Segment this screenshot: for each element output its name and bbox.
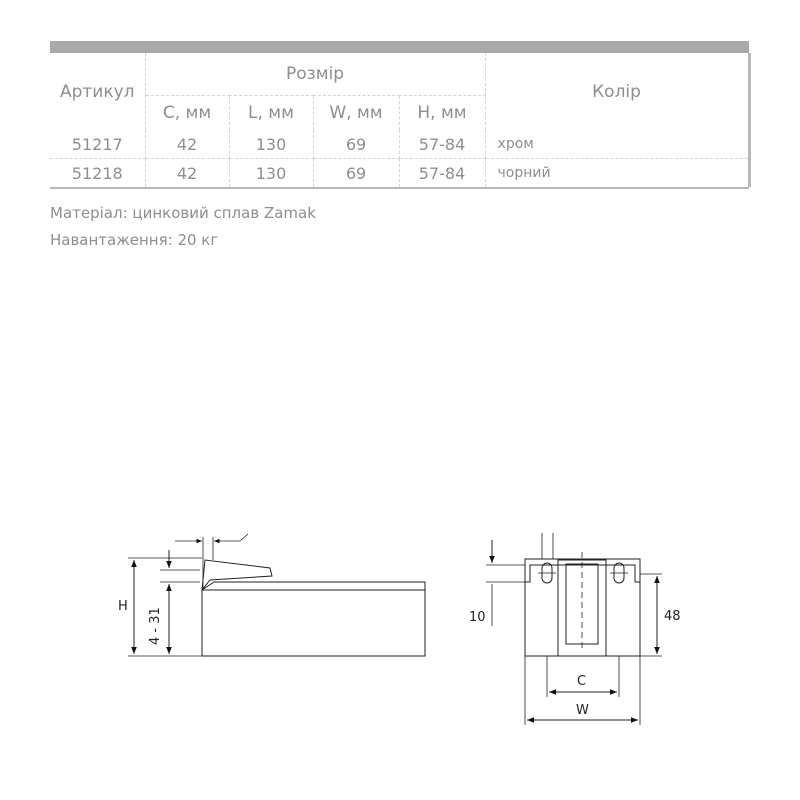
header-article: Артикул [50,53,145,130]
cell-c: 42 [145,159,229,188]
cell-l: 130 [229,130,313,159]
front-view [486,533,662,725]
dim-range-label: 4 - 31 [148,607,163,645]
cell-color: чорний [485,159,749,188]
side-body [202,590,425,656]
material-note: Матеріал: цинковий сплав Zamak [50,204,316,222]
header-l: L, мм [229,96,313,131]
cell-w: 69 [313,159,399,188]
side-view [128,534,425,656]
header-size: Розмір [145,53,485,96]
header-color: Колір [485,53,749,130]
side-clamp-tip [202,560,272,590]
load-note: Навантаження: 20 кг [50,231,219,249]
dim-w-label: W [576,703,589,718]
cell-h: 57-84 [399,130,485,159]
cell-color: хром [485,130,749,159]
header-h: H, мм [399,96,485,131]
dim-10-label: 10 [469,610,486,625]
dim-c-label: C [577,674,587,689]
cell-w: 69 [313,130,399,159]
cell-h: 57-84 [399,159,485,188]
cell-l: 130 [229,159,313,188]
side-top-plate [202,582,425,590]
header-c: C, мм [145,96,229,131]
dim-48-label: 48 [664,609,681,624]
cell-article: 51217 [50,130,145,159]
header-w: W, мм [313,96,399,131]
dim-h-label: H [118,599,128,614]
cell-article: 51218 [50,159,145,188]
cell-c: 42 [145,130,229,159]
